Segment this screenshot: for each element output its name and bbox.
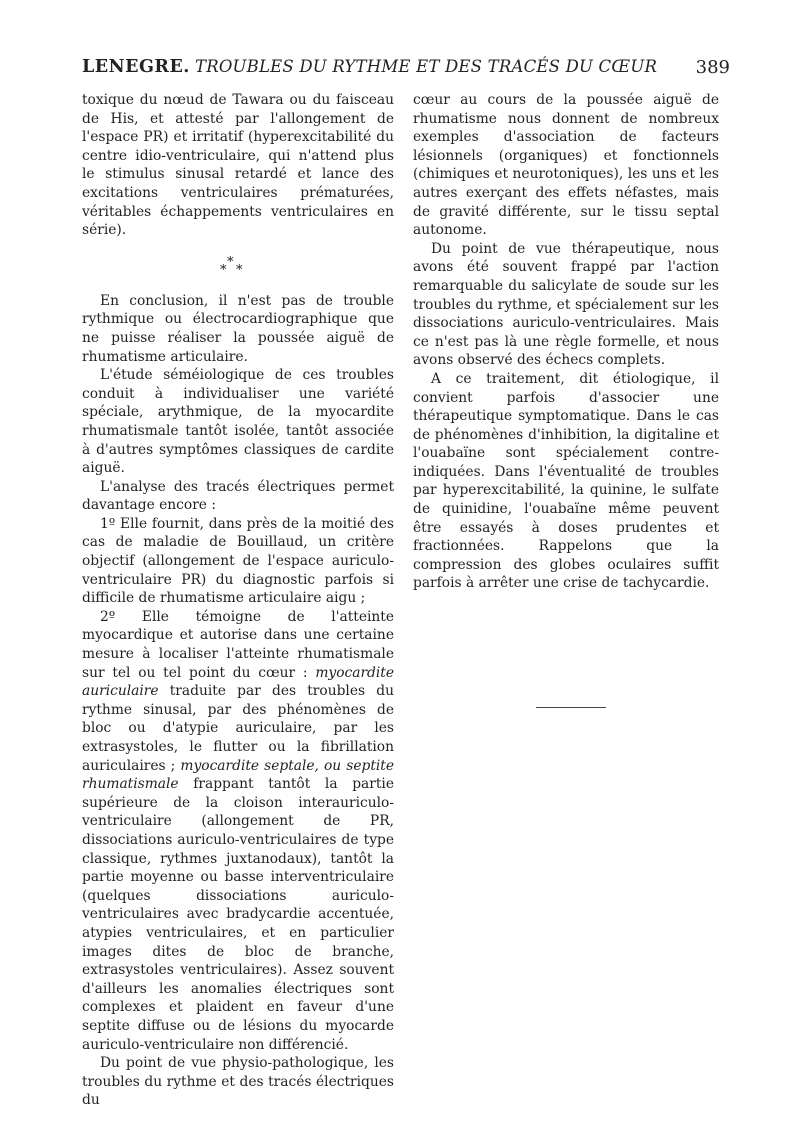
running-header [82, 57, 730, 83]
asterisk-left: * [220, 262, 227, 278]
text-run: frappant tantôt la partie supérieure de la cloison interauriculo-ventriculaire (allongement de PR, dissociations auriculo-ventriculaires de type classique, rythmes juxtanodaux), tantôt la partie moyenne ou basse interventriculaire (quelques dissociations auriculo-ventriculaires avec bradycardie accentuée, atypies ventriculaires, et en particulier images dites de bloc de branche, extrasystoles ventriculaires). Assez souvent d'ailleurs les anomalies électriques sont complexes et plaident en faveur d'une septite diffuse ou de lésions du myocarde auriculo-ventriculaire non différencié. [82, 776, 394, 1053]
paragraph-physiopathology: Du point de vue physio-pathologique, les troubles du rythme et des tracés électriques du [82, 1055, 394, 1109]
asterisk-top: * [227, 254, 234, 270]
paragraph-conclusion: En conclusion, il n'est pas de trouble rythmique ou électrocardiographique que ne puisse réaliser la poussée aiguë de rhumatisme articulaire. [82, 292, 394, 365]
paragraph-point-2 [82, 608, 394, 1054]
text-run: traduite par des troubles du rythme sinusal, par des phénomènes de bloc ou d'atypie auriculaire, par les extrasystoles, le flutter ou la fibrillation auriculaires ; [82, 683, 394, 774]
asterisk-right: * [236, 262, 243, 278]
paragraph-treatment: A ce traitement, dit étiologique, il convient parfois d'associer une thérapeutique symptomatique. Dans le cas de phénomènes d'inhibition, la digitaline et l'ouabaïne sont spécialement contre-indiquées. Dans l'éventualité de troubles par hyperexcitabilité, la quinine, le sulfate de quinidine, l'ouabaïne même peuvent être essayés à doses prudentes et fractionnées. Rappelons que la compression des globes oculaires suffit parfois à arrêter une crise de tachycardie. [413, 370, 719, 592]
paragraph-continued: toxique du nœud de Tawara ou du faisceau de His, et attesté par l'allongement de l'espace PR) et irritatif (hyperexcitabilité du centre idio-ventriculaire, qui n'attend plus le stimulus sinusal retardé et lance des excitations ventriculaires prématurées, véritables échappements ventriculaires en série). [82, 92, 394, 239]
header-author: LENEGRE. [82, 57, 190, 77]
emphasis-auricular: myocardite auriculaire [82, 664, 394, 700]
right-column [413, 91, 719, 593]
end-rule [536, 707, 606, 708]
paragraph-therapeutic: Du point de vue thérapeutique, nous avons été souvent frappé par l'action remarquable du salicylate de soude sur les troubles du rythme, et spécialement sur les dissociations auriculo-ventriculaires. Mais ce n'est pas là une règle formelle, et nous avons observé des échecs complets. [413, 240, 719, 369]
header-title: TROUBLES DU RYTHME ET DES TRACÉS DU CŒUR [195, 57, 658, 76]
paragraph-analysis: L'analyse des tracés électriques permet davantage encore : [82, 478, 394, 514]
paragraph-point-1: 1º Elle fournit, dans près de la moitié des cas de maladie de Bouillaud, un critère objectif (allongement de l'espace auriculo-ventriculaire PR) du diagnostic parfois si difficile de rhumatisme articulaire aigu ; [82, 515, 394, 607]
paragraph-semeiology: L'étude séméiologique de ces troubles conduit à individualiser une variété spéciale, arythmique, de la myocardite rhumatismale tantôt isolée, tantôt associée à d'autres symptômes classiques de cardite aiguë. [82, 367, 394, 477]
page-number: 389 [695, 57, 730, 78]
section-separator [82, 254, 394, 278]
text-run: 2º Elle témoigne de l'atteinte myocardique et autorise dans une certaine mesure à localiser l'atteinte rhumatismale sur tel ou tel point du cœur : [82, 608, 394, 681]
left-column [82, 91, 394, 1110]
emphasis-septal: myocardite septale, ou septite rhumatismale [82, 757, 394, 793]
paragraph-continued-right: cœur au cours de la poussée aiguë de rhumatisme nous donnent de nombreux exemples d'association de facteurs lésionnels (organiques) et fonctionnels (chimiques et neurotoniques), les uns et les autres exerçant des effets néfastes, mais de gravité différente, sur le tissu septal autonome. [413, 92, 719, 239]
